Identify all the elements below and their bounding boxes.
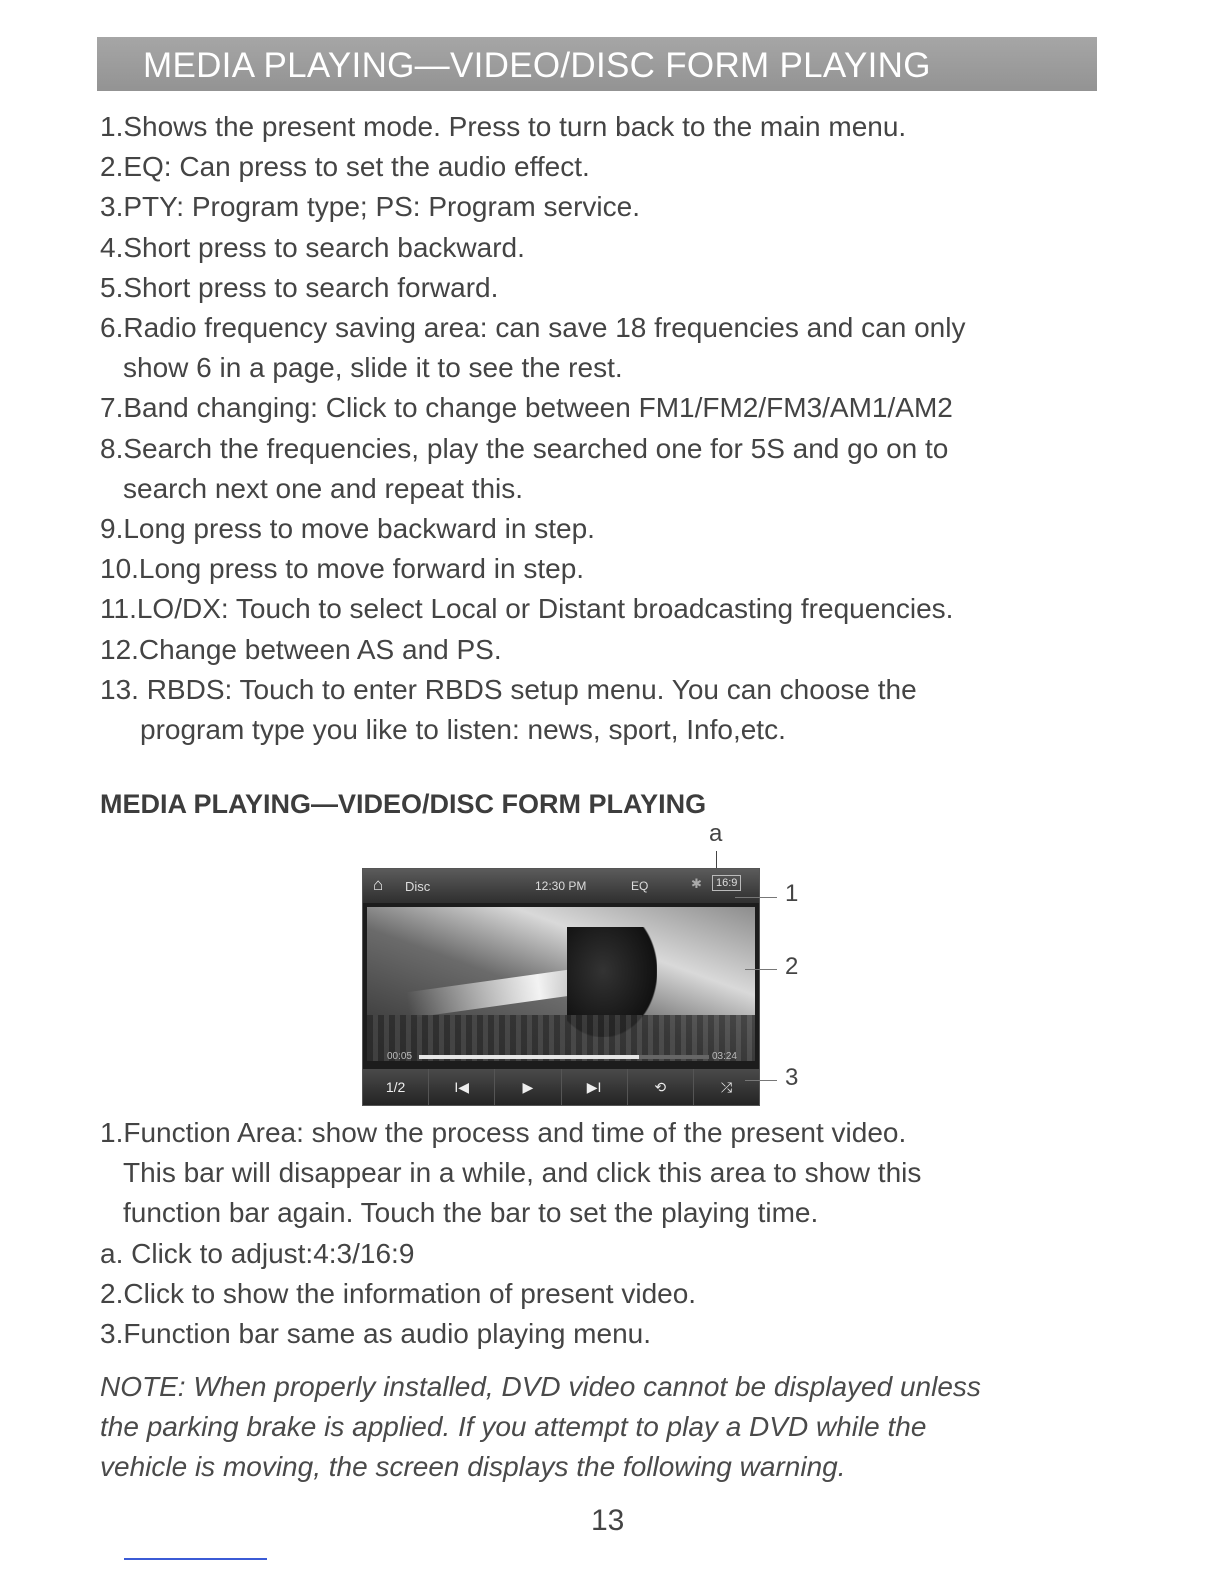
list-item-continuation	[100, 710, 965, 750]
list-item-text: 3.Function bar same as audio playing menu.	[100, 1318, 651, 1350]
banner-title: MEDIA PLAYING—VIDEO/DISC FORM PLAYING	[143, 46, 931, 85]
list-item-text: 4.Short press to search backward.	[100, 231, 525, 263]
list-item-continuation	[100, 469, 965, 509]
list-item-text: 10.Long press to move forward in step.	[100, 553, 585, 585]
list-item-text: 7.Band changing: Click to change between FM1/FM2/FM3/AM1/AM2	[100, 392, 953, 424]
list-item-text: This bar will disappear in a while, and click this area to show this	[123, 1157, 922, 1189]
note-line: NOTE: When properly installed, DVD video cannot be displayed unless	[100, 1371, 981, 1402]
previous-icon: I◀	[429, 1069, 495, 1105]
callout-number-2: 2	[785, 953, 799, 980]
progress-fill	[419, 1055, 639, 1059]
list-item	[100, 589, 965, 629]
clock: 12:30 PM	[535, 879, 587, 893]
video-frame	[367, 907, 755, 1061]
list-item	[100, 670, 965, 710]
list-item-text: 12.Change between AS and PS.	[100, 633, 502, 665]
list-item	[100, 388, 965, 428]
list-item	[100, 147, 965, 187]
list-item-text: 9.Long press to move backward in step.	[100, 513, 595, 545]
list-item-text: 13. RBDS: Touch to enter RBDS setup menu. You can choose the	[100, 673, 917, 705]
note-line: vehicle is moving, the screen displays the following warning.	[100, 1451, 846, 1482]
shuffle-icon: ⤮	[720, 1079, 733, 1095]
section-heading: MEDIA PLAYING—VIDEO/DISC FORM PLAYING	[100, 789, 707, 819]
list-item-text: program type you like to listen: news, sport, Info,etc.	[140, 714, 786, 746]
list-item-text: 1.Shows the present mode. Press to turn back to the main menu.	[100, 111, 907, 142]
list-item-text: 11.LO/DX: Touch to select Local or Distant broadcasting frequencies.	[100, 593, 954, 625]
list-item-continuation	[100, 1193, 921, 1233]
list-item-text: 5.Short press to search forward.	[100, 271, 499, 303]
total-time: 03:24	[711, 1051, 737, 1062]
list-item	[100, 107, 965, 147]
list-item-text: function bar again. Touch the bar to set the playing time.	[123, 1197, 819, 1229]
home-icon: ⌂	[373, 875, 384, 894]
list-item-text: 3.PTY: Program type; PS: Program service.	[100, 191, 640, 223]
list-item-text: a. Click to adjust:4:3/16:9	[100, 1237, 415, 1269]
list-item	[100, 1274, 921, 1314]
callout-label-a: a	[709, 820, 723, 847]
note-paragraph	[100, 1367, 1100, 1487]
section-banner	[97, 37, 1097, 91]
list-item-text: show 6 in a page, slide it to see the rest.	[123, 352, 623, 384]
list-item-text: 2.EQ: Can press to set the audio effect.	[100, 151, 590, 183]
list-item	[100, 549, 965, 589]
callout-line-3	[745, 1080, 777, 1081]
callout-line-2	[745, 969, 777, 970]
list-item-continuation	[100, 1153, 921, 1193]
aspect-ratio-button: 16:9	[712, 875, 741, 891]
list-item-text: 2.Click to show the information of present video.	[100, 1277, 697, 1309]
list-item	[100, 509, 965, 549]
next-icon: ▶I	[562, 1069, 628, 1105]
list-item-text: search next one and repeat this.	[123, 472, 524, 504]
list-item	[100, 308, 965, 348]
source-label: Disc	[405, 879, 431, 894]
list-item-text: 8.Search the frequencies, play the searched one for 5S and go on to	[100, 432, 949, 464]
footer-rule	[124, 1558, 267, 1560]
list-item	[100, 268, 965, 308]
list-item	[100, 1234, 921, 1274]
function-area-topbar	[363, 869, 759, 903]
list-item-text: 1.Function Area: show the process and time of the present video.	[100, 1117, 907, 1148]
progress-bar	[419, 1055, 709, 1059]
bluetooth-icon: ✱	[691, 876, 702, 891]
video-player-screenshot	[362, 868, 760, 1106]
video-instructions-list	[100, 1113, 921, 1354]
page-number: 13	[591, 1504, 625, 1537]
list-item	[100, 429, 965, 469]
list-item	[100, 187, 965, 227]
list-item	[100, 228, 965, 268]
repeat-icon: ⟲	[628, 1069, 694, 1105]
list-item	[100, 1314, 921, 1354]
callout-number-3: 3	[785, 1064, 799, 1091]
callout-number-1: 1	[785, 880, 799, 907]
elapsed-time: 00:05	[387, 1051, 413, 1062]
chapter-indicator: 1/2	[363, 1069, 429, 1105]
play-icon: ▶	[495, 1069, 561, 1105]
eq-label: EQ	[631, 879, 649, 893]
list-item	[100, 630, 965, 670]
radio-instructions-list	[100, 107, 965, 750]
note-line: the parking brake is applied. If you attempt to play a DVD while the	[100, 1411, 927, 1442]
control-bar	[363, 1069, 759, 1105]
list-item-text: 6.Radio frequency saving area: can save 18 frequencies and can only	[100, 312, 966, 344]
list-item	[100, 1113, 921, 1153]
progress-row	[367, 1050, 755, 1064]
callout-line-1	[735, 897, 777, 898]
list-item-continuation	[100, 348, 965, 388]
